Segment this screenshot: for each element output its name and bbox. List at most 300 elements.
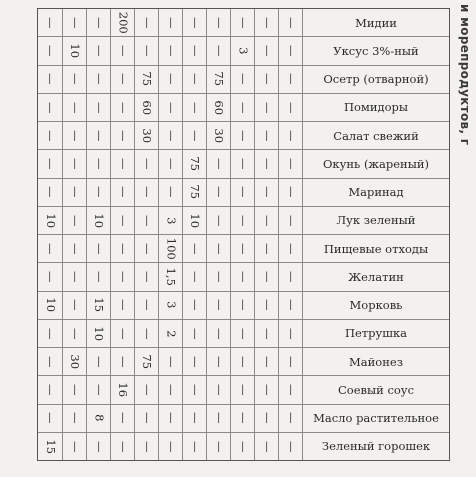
cell-value: 10 — [43, 297, 58, 313]
table-row — [38, 37, 449, 65]
table-cell — [38, 320, 63, 347]
cell-value: — — [43, 242, 58, 255]
cell-value: — — [212, 355, 227, 368]
cell-value: — — [140, 327, 155, 340]
cell-value: — — [236, 73, 251, 85]
table-cell — [87, 37, 111, 64]
cell-value: — — [188, 440, 203, 453]
cell-value: 10 — [43, 213, 58, 228]
cell-value: — — [236, 101, 251, 114]
cell-value: — — [43, 327, 58, 340]
cell-value: — — [212, 271, 227, 283]
cell-value: 3 — [164, 301, 179, 309]
table-cell — [231, 179, 255, 206]
table-cell — [279, 66, 303, 93]
table-cell — [183, 405, 207, 432]
table-cell — [183, 433, 207, 460]
table-cell — [231, 122, 255, 149]
cell-value: — — [212, 299, 227, 311]
cell-value: 60 — [140, 100, 155, 115]
cell-value: — — [260, 186, 275, 198]
cell-value: — — [68, 214, 83, 227]
table-cell — [159, 235, 183, 262]
cell-value: — — [116, 45, 131, 57]
table-row — [38, 263, 449, 291]
table-cell — [183, 207, 207, 234]
cell-value: — — [212, 186, 227, 198]
table-cell — [135, 376, 159, 403]
table-cell — [135, 263, 159, 290]
table-cell — [279, 9, 303, 36]
cell-value: — — [140, 45, 155, 57]
cell-value: — — [284, 186, 299, 198]
cell-value: — — [68, 412, 83, 424]
cell-value: — — [260, 242, 275, 255]
table-cell — [38, 348, 63, 375]
table-cell — [207, 376, 231, 403]
cell-value: — — [236, 158, 251, 170]
table-cell — [63, 122, 87, 149]
cell-value: — — [140, 16, 155, 29]
cell-value: — — [236, 271, 251, 283]
table-cell — [279, 235, 303, 262]
cell-value: — — [68, 299, 83, 311]
cell-value: — — [284, 214, 299, 227]
table-row — [38, 94, 449, 122]
cell-value: — — [92, 355, 107, 368]
cell-value: — — [260, 129, 275, 142]
table-cell — [159, 94, 183, 121]
table-cell — [159, 263, 183, 290]
table-cell — [207, 207, 231, 234]
cell-value: — — [92, 271, 107, 283]
table-cell — [111, 405, 135, 432]
table-cell — [111, 376, 135, 403]
table-cell — [231, 376, 255, 403]
table-cell — [207, 179, 231, 206]
cell-value: — — [68, 158, 83, 170]
cell-value: — — [260, 45, 275, 57]
table-cell — [38, 9, 63, 36]
cell-value: — — [164, 412, 179, 424]
table-cell — [135, 37, 159, 64]
cell-value: — — [140, 412, 155, 424]
table-cell — [183, 348, 207, 375]
table-cell — [183, 122, 207, 149]
cell-value: — — [260, 158, 275, 170]
table-cell — [231, 263, 255, 290]
table-cell — [183, 179, 207, 206]
table-cell — [87, 9, 111, 36]
table-cell — [63, 235, 87, 262]
cell-value: — — [188, 101, 203, 114]
table-cell — [183, 150, 207, 177]
cell-value: — — [188, 384, 203, 396]
table-cell — [135, 348, 159, 375]
cell-value: 200 — [116, 11, 131, 34]
cell-value: — — [140, 440, 155, 453]
table-cell — [231, 433, 255, 460]
table-cell — [207, 94, 231, 121]
table-cell — [159, 348, 183, 375]
cell-value: — — [68, 129, 83, 142]
cell-value: — — [68, 384, 83, 396]
cell-value: — — [284, 412, 299, 424]
table-row — [38, 376, 449, 404]
cell-value: — — [260, 327, 275, 340]
cell-value: — — [284, 242, 299, 255]
cell-value: — — [236, 440, 251, 453]
table-cell — [255, 207, 279, 234]
table-cell — [38, 433, 63, 460]
table-cell — [111, 122, 135, 149]
table-cell — [135, 94, 159, 121]
side-caption: и морепродуктов, г — [458, 4, 472, 146]
table-cell — [207, 263, 231, 290]
cell-value: 1,5 — [164, 267, 179, 287]
ingredient-name: Маринад — [348, 185, 404, 200]
table-cell — [255, 9, 279, 36]
cell-value: 75 — [140, 354, 155, 369]
cell-value: — — [116, 73, 131, 85]
cell-value: — — [164, 158, 179, 170]
cell-value: — — [260, 101, 275, 114]
table-cell — [255, 235, 279, 262]
table-row — [38, 235, 449, 263]
cell-value: — — [164, 129, 179, 142]
cell-value: — — [212, 45, 227, 57]
table-cell — [279, 207, 303, 234]
table-cell — [87, 179, 111, 206]
table-cell — [207, 122, 231, 149]
cell-value: — — [236, 129, 251, 142]
cell-value: — — [164, 384, 179, 396]
table-row — [38, 179, 449, 207]
cell-value: — — [260, 355, 275, 368]
cell-value: 3 — [164, 216, 179, 225]
table-cell — [159, 292, 183, 319]
cell-value: — — [260, 271, 275, 283]
table-cell — [135, 9, 159, 36]
ingredient-name: Пищевые отходы — [323, 241, 429, 256]
table-cell — [135, 66, 159, 93]
table-cell — [159, 122, 183, 149]
table-cell — [279, 320, 303, 347]
cell-value: — — [68, 186, 83, 198]
table-cell — [38, 207, 63, 234]
table-cell — [87, 235, 111, 262]
cell-value: — — [92, 16, 107, 29]
table-cell — [207, 320, 231, 347]
cell-value: 60 — [212, 100, 227, 115]
cell-value: — — [92, 440, 107, 453]
table-cell — [63, 405, 87, 432]
table-cell — [63, 320, 87, 347]
table-cell — [255, 292, 279, 319]
cell-value: — — [236, 355, 251, 368]
cell-value: — — [116, 158, 131, 170]
table-cell — [38, 376, 63, 403]
table-cell — [135, 207, 159, 234]
cell-value: — — [116, 242, 131, 255]
cell-value: — — [188, 271, 203, 283]
cell-value: — — [260, 73, 275, 85]
table-cell — [111, 292, 135, 319]
cell-value: — — [92, 73, 107, 85]
table-cell — [87, 405, 111, 432]
table-row — [38, 150, 449, 178]
cell-value: — — [43, 271, 58, 283]
cell-value: — — [284, 271, 299, 283]
table-cell — [87, 94, 111, 121]
table-cell — [231, 37, 255, 64]
table-cell — [63, 150, 87, 177]
table-row — [38, 66, 449, 94]
cell-value: — — [284, 327, 299, 340]
cell-value: — — [188, 327, 203, 340]
cell-value: — — [284, 355, 299, 368]
table-cell — [207, 66, 231, 93]
cell-value: — — [284, 16, 299, 29]
table-cell — [183, 9, 207, 36]
cell-value: — — [92, 158, 107, 170]
table-cell — [87, 66, 111, 93]
table-cell — [38, 94, 63, 121]
cell-value: — — [236, 384, 251, 396]
ingredient-name: Помидоры — [343, 100, 409, 115]
cell-value: — — [140, 158, 155, 170]
table-cell — [135, 292, 159, 319]
cell-value: 8 — [92, 414, 107, 422]
cell-value: — — [140, 271, 155, 283]
table-cell — [111, 179, 135, 206]
cell-value: — — [43, 186, 58, 198]
cell-value: — — [284, 384, 299, 396]
cell-value: — — [116, 214, 131, 227]
cell-value: — — [164, 355, 179, 368]
table-cell — [135, 150, 159, 177]
table-row — [38, 320, 449, 348]
table-cell — [63, 376, 87, 403]
cell-value: — — [116, 299, 131, 311]
cell-value: — — [236, 327, 251, 340]
table-cell — [183, 320, 207, 347]
table-cell — [231, 66, 255, 93]
cell-value: — — [43, 158, 58, 170]
cell-value: — — [68, 242, 83, 255]
table-cell — [255, 179, 279, 206]
table-cell — [38, 150, 63, 177]
table-cell — [279, 179, 303, 206]
cell-value: — — [68, 73, 83, 85]
table-row — [38, 9, 449, 37]
table-cell — [183, 37, 207, 64]
table-cell — [38, 37, 63, 64]
cell-value: 75 — [140, 71, 155, 87]
table-row — [38, 122, 449, 150]
table-cell — [135, 235, 159, 262]
cell-value: 75 — [188, 156, 203, 172]
ingredient-name: Салат свежий — [333, 128, 419, 143]
cell-value: — — [43, 16, 58, 29]
ingredient-name: Масло растительное — [313, 411, 439, 426]
table-cell — [87, 292, 111, 319]
table-cell — [231, 320, 255, 347]
table-cell — [111, 263, 135, 290]
cell-value: — — [140, 214, 155, 227]
cell-value: — — [236, 16, 251, 29]
table-cell — [207, 9, 231, 36]
table-row — [38, 348, 449, 376]
cell-value: — — [212, 158, 227, 170]
table-cell — [87, 122, 111, 149]
table-row — [38, 207, 449, 235]
table-cell — [111, 9, 135, 36]
table-cell — [159, 207, 183, 234]
cell-value: 16 — [116, 382, 131, 398]
table-cell — [183, 263, 207, 290]
table-cell — [87, 150, 111, 177]
table-cell — [279, 348, 303, 375]
table-cell — [183, 292, 207, 319]
table-row — [38, 405, 449, 433]
table-cell — [63, 37, 87, 64]
ingredient-name: Уксус 3%-ный — [333, 43, 419, 58]
cell-value: — — [116, 186, 131, 198]
ingredient-name: Майонез — [349, 354, 403, 369]
table-cell — [159, 37, 183, 64]
cell-value: 30 — [140, 128, 155, 143]
table-cell — [87, 207, 111, 234]
cell-value: — — [284, 129, 299, 142]
table-cell — [111, 235, 135, 262]
table-row — [38, 292, 449, 320]
ingredient-name: Соевый соус — [337, 382, 415, 397]
cell-value: — — [212, 16, 227, 29]
cell-value: — — [236, 299, 251, 311]
cell-value: — — [43, 45, 58, 57]
table-cell — [159, 405, 183, 432]
table-cell — [38, 66, 63, 93]
table-cell — [111, 433, 135, 460]
cell-value: — — [116, 129, 131, 142]
table-cell — [231, 94, 255, 121]
table-cell — [255, 122, 279, 149]
ingredient-name: Окунь (жареный) — [322, 156, 430, 171]
cell-value: — — [188, 355, 203, 368]
recipe-table — [37, 8, 450, 461]
cell-value: — — [116, 412, 131, 424]
table-cell — [159, 376, 183, 403]
table-cell — [159, 433, 183, 460]
cell-value: — — [92, 45, 107, 57]
cell-value: 10 — [188, 213, 203, 228]
table-cell — [87, 376, 111, 403]
table-cell — [87, 320, 111, 347]
ingredient-name: Морковь — [349, 298, 403, 313]
ingredient-name: Зеленый горошек — [321, 439, 431, 454]
cell-value: — — [43, 129, 58, 142]
table-cell — [111, 207, 135, 234]
table-cell — [135, 122, 159, 149]
table-cell — [279, 376, 303, 403]
cell-value: — — [236, 214, 251, 227]
table-cell — [135, 320, 159, 347]
table-cell — [159, 66, 183, 93]
table-cell — [159, 179, 183, 206]
cell-value: — — [188, 16, 203, 29]
table-cell — [87, 433, 111, 460]
cell-value: — — [260, 299, 275, 311]
table-cell — [63, 94, 87, 121]
cell-value: — — [116, 327, 131, 340]
table-cell — [111, 37, 135, 64]
table-cell — [38, 405, 63, 432]
table-cell — [183, 235, 207, 262]
cell-value: — — [140, 242, 155, 255]
table-cell — [255, 376, 279, 403]
table-row — [38, 433, 449, 460]
cell-value: — — [188, 129, 203, 142]
cell-value: 10 — [92, 213, 107, 228]
table-cell — [231, 292, 255, 319]
table-cell — [255, 37, 279, 64]
table-cell — [38, 122, 63, 149]
table-cell — [279, 122, 303, 149]
table-cell — [279, 433, 303, 460]
cell-value: 15 — [92, 297, 107, 313]
cell-value: 75 — [212, 71, 227, 87]
table-cell — [111, 320, 135, 347]
ingredient-name: Мидии — [355, 15, 397, 30]
cell-value: — — [212, 327, 227, 340]
cell-value: — — [212, 440, 227, 453]
cell-value: — — [284, 158, 299, 170]
cell-value: — — [236, 242, 251, 255]
cell-value: — — [116, 271, 131, 283]
cell-value: — — [284, 73, 299, 85]
table-cell — [111, 66, 135, 93]
table-cell — [87, 348, 111, 375]
table-cell — [87, 263, 111, 290]
table-cell — [207, 292, 231, 319]
cell-value: — — [92, 101, 107, 114]
cell-value: — — [68, 440, 83, 453]
cell-value: — — [43, 384, 58, 396]
cell-value: — — [236, 412, 251, 424]
cell-value: 100 — [164, 237, 179, 260]
cell-value: — — [188, 412, 203, 424]
table-cell — [135, 179, 159, 206]
cell-value: — — [236, 186, 251, 198]
table-cell — [111, 348, 135, 375]
table-cell — [207, 150, 231, 177]
ingredient-name: Желатин — [348, 269, 404, 284]
cell-value: — — [164, 16, 179, 29]
cell-value: — — [188, 299, 203, 311]
cell-value: — — [164, 440, 179, 453]
table-cell — [38, 263, 63, 290]
table-cell — [255, 433, 279, 460]
cell-value: — — [284, 299, 299, 311]
cell-value: — — [284, 440, 299, 453]
ingredient-name: Петрушка — [344, 326, 408, 341]
cell-value: — — [92, 186, 107, 198]
cell-value: — — [164, 45, 179, 57]
table-cell — [255, 150, 279, 177]
cell-value: — — [116, 440, 131, 453]
cell-value: 15 — [43, 439, 58, 454]
